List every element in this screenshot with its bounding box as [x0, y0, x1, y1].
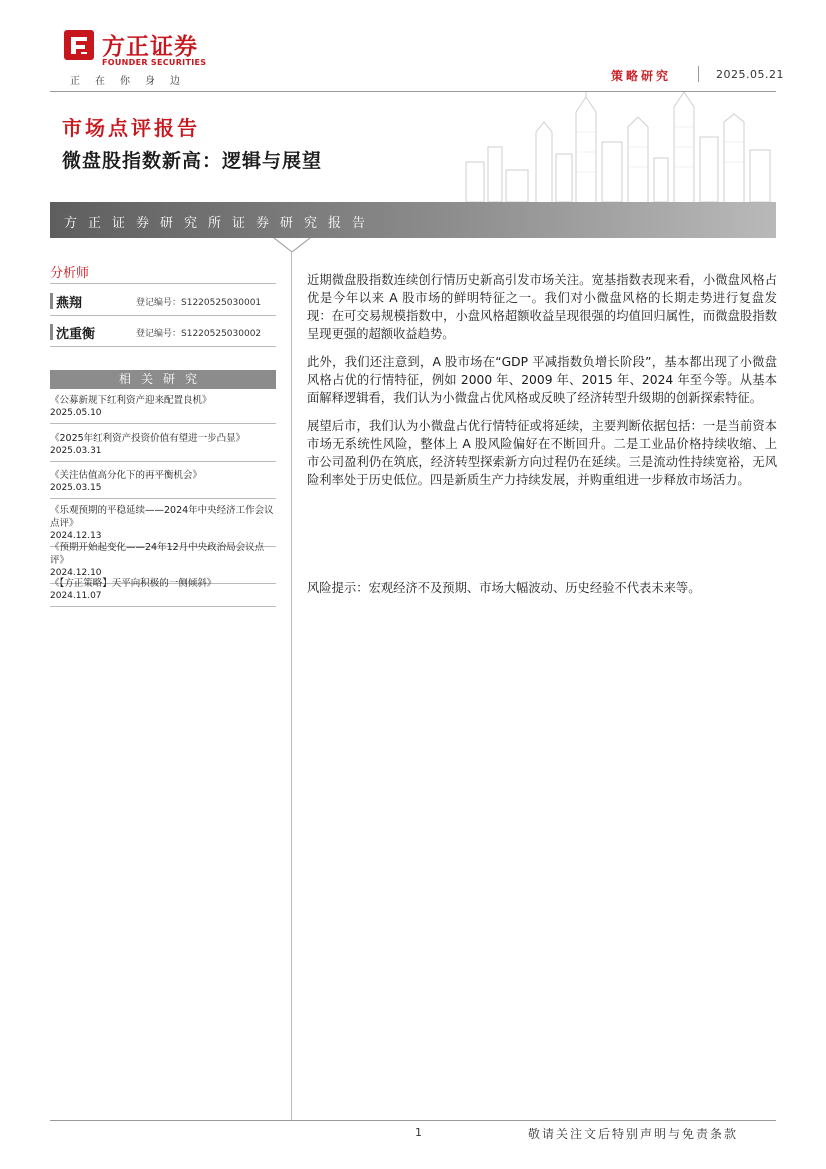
report-type: 策略研究 [611, 69, 672, 83]
related-date: 2025.03.15 [50, 483, 102, 493]
related-rule [50, 606, 276, 607]
founder-logo [64, 28, 224, 88]
summary-paragraph: 近期微盘股指数连续创行情历史新高引发市场关注。宽基指数表现来看，小微盘风格占优是今年以来 A 股市场的鲜明特征之一。我们对小微盘风格的长期走势进行复盘发现：在可交易规模指数中，小盘风格超额收益呈现很强的均值回归属性，而微盘股指数呈现更强的超额收益趋势。 [307, 273, 777, 341]
logo-chinese-name: 方正证券 [102, 34, 198, 60]
analyst-item [50, 290, 276, 312]
summary-paragraph: 展望后市，我们认为小微盘占优行情特征或将延续，主要判断依据包括：一是当前资本市场无系统性风险，整体上 A 股风险偏好在不断回升。二是工业品价格持续收缩、上市公司盈利仍在筑底，经济转型探索新方向过程仍在延续。三是流动性持续宽裕，无风险利率处于历史低位。四是新质生产力持续发展，并购重组进一步释放市场活力。 [307, 419, 777, 487]
report-subtitle: 市场点评报告 [62, 116, 200, 140]
related-title[interactable]: 《公募新规下红利资产迎来配置良机》 [50, 395, 212, 406]
related-title[interactable]: 《预期开始起变化——24年12月中央政治局会议点评》 [50, 542, 265, 566]
institute-bar [50, 202, 776, 238]
analyst-name: 燕翔 [56, 296, 83, 311]
related-title[interactable]: 《乐观预期的平稳延续——2024年中央经济工作会议点评》 [50, 505, 274, 529]
report-title: 微盘股指数新高：逻辑与展望 [62, 150, 323, 172]
related-title[interactable]: 《关注估值高分化下的再平衡机会》 [50, 470, 203, 481]
analyst-registration: 登记编号：S1220525030001 [136, 298, 262, 308]
report-date: 2025.05.21 [716, 68, 784, 81]
related-item[interactable] [50, 432, 276, 462]
analyst-registration: 登记编号：S1220525030002 [136, 329, 262, 339]
related-date: 2024.12.13 [50, 531, 102, 541]
footer-rule [50, 1120, 776, 1121]
analyst-marker [50, 324, 53, 340]
analyst-item [50, 321, 276, 343]
logo-slogan: 正在你身边 [70, 76, 195, 87]
related-rule [50, 498, 276, 499]
city-skyline-icon [456, 92, 776, 202]
related-date: 2024.12.10 [50, 568, 102, 578]
related-item[interactable] [50, 394, 276, 424]
risk-warning: 风险提示：宏观经济不及预期、市场大幅波动、历史经验不代表未来等。 [307, 581, 701, 595]
report-summary [307, 271, 777, 499]
analyst-heading: 分析师 [50, 266, 90, 281]
logo-english-name: FOUNDER SECURITIES [102, 58, 207, 67]
analyst-name: 沈重衡 [56, 327, 96, 342]
notch-arrow-icon [274, 238, 310, 252]
analyst-marker [50, 293, 53, 309]
analyst-rule [50, 315, 276, 316]
related-title[interactable]: 《2025年红利资产投资价值有望进一步凸显》 [50, 433, 246, 444]
related-date: 2025.05.10 [50, 408, 102, 418]
disclaimer-notice[interactable]: 敬请关注文后特别声明与免责条款 [528, 1127, 739, 1141]
related-rule [50, 461, 276, 462]
founder-logo-icon [64, 30, 94, 60]
related-item[interactable] [50, 577, 276, 607]
related-item[interactable] [50, 469, 276, 499]
title-banner [50, 92, 776, 202]
analyst-heading-rule [50, 283, 276, 284]
related-date: 2024.11.07 [50, 591, 102, 601]
related-date: 2025.03.31 [50, 446, 102, 456]
institute-bar-text: 方正证券研究所证券研究报告 [64, 216, 377, 231]
header-separator [698, 66, 699, 82]
related-title[interactable]: 《【方正策略】天平向积极的一侧倾斜》 [50, 578, 217, 589]
page-number: 1 [415, 1126, 422, 1139]
related-research-heading: 相关研究 [50, 370, 276, 389]
related-rule [50, 423, 276, 424]
summary-paragraph: 此外，我们还注意到，A 股市场在“GDP 平减指数负增长阶段”，基本都出现了小微盘风格占优的行情特征，例如 2000 年、2009 年、2015 年、2024 年至今等。从基本面解释逻辑看，我们认为小微盘占优风格或反映了经济转型升级期的创新探索特征。 [307, 355, 777, 405]
column-divider [291, 252, 292, 1120]
analyst-rule [50, 346, 276, 347]
